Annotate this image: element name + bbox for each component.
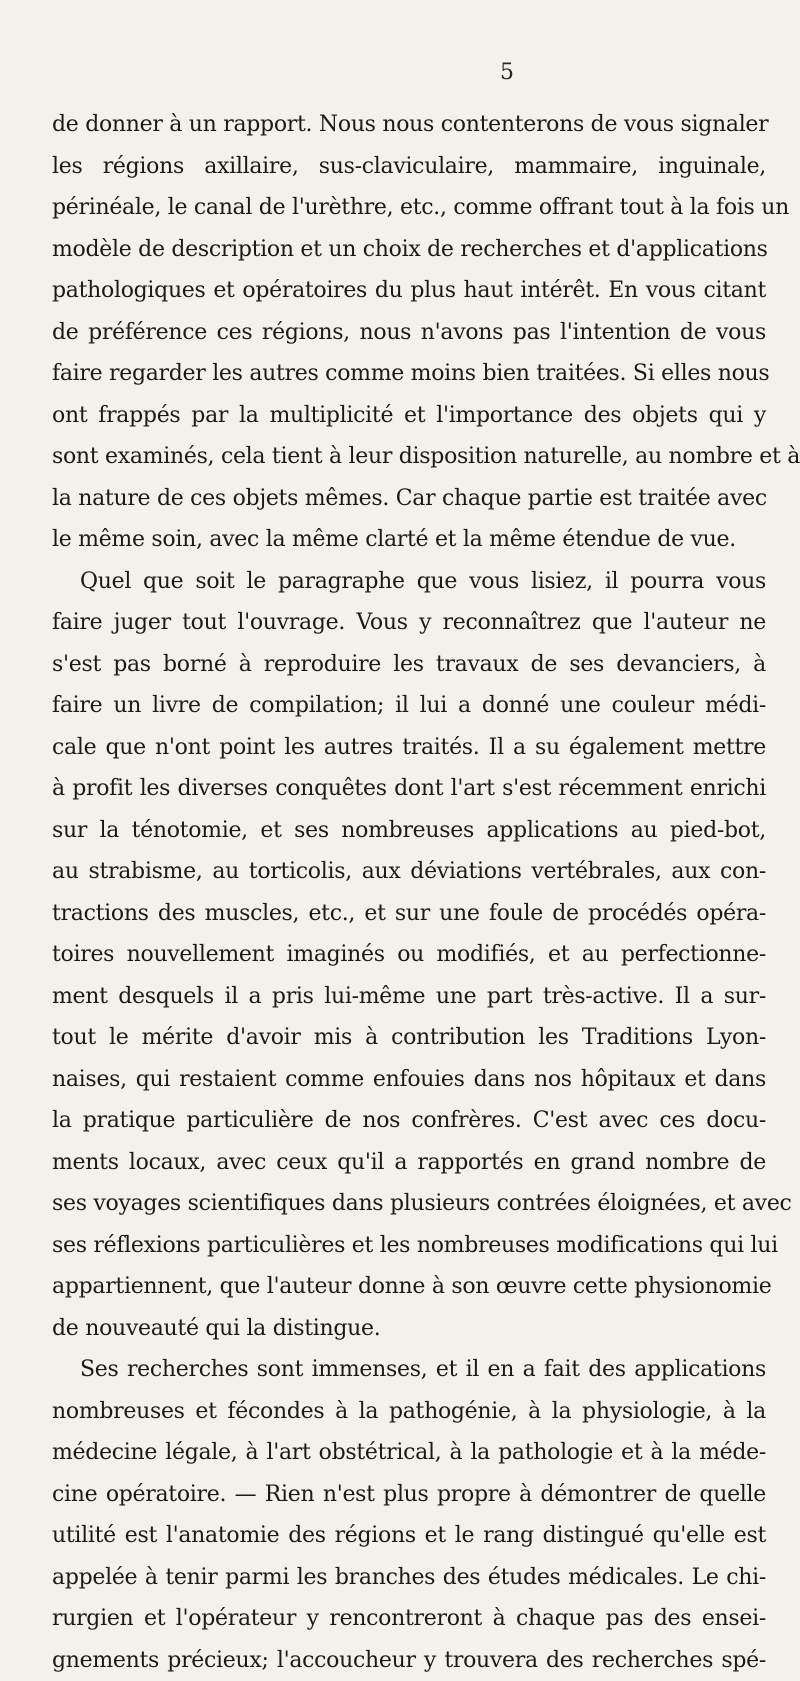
text-line: à profit les diverses conquêtes dont l'art s'est récemment enrichi (52, 768, 766, 810)
page-number: 5 (500, 62, 514, 84)
text-line: faire regarder les autres comme moins bien traitées. Si elles nous (52, 353, 766, 395)
text-line: Ses recherches sont immenses, et il en a fait des applications (52, 1349, 766, 1391)
body-text (52, 104, 766, 1681)
paragraph-1 (52, 104, 766, 561)
text-line: faire un livre de compilation; il lui a donné une couleur médi- (52, 685, 766, 727)
text-line: ment desquels il a pris lui-même une part très-active. Il a sur- (52, 976, 766, 1018)
text-line: rurgien et l'opérateur y rencontreront à chaque pas des ensei- (52, 1598, 766, 1640)
text-line: périnéale, le canal de l'urèthre, etc., comme offrant tout à la fois un (52, 187, 766, 229)
text-line: cine opératoire. — Rien n'est plus propre à démontrer de quelle (52, 1474, 766, 1516)
text-line: au strabisme, au torticolis, aux déviations vertébrales, aux con- (52, 851, 766, 893)
text-line: médecine légale, à l'art obstétrical, à la pathologie et à la méde- (52, 1432, 766, 1474)
text-line: tractions des muscles, etc., et sur une foule de procédés opéra- (52, 893, 766, 935)
text-line: ses voyages scientifiques dans plusieurs contrées éloignées, et avec (52, 1183, 766, 1225)
text-line: la pratique particulière de nos confrères. C'est avec ces docu- (52, 1100, 766, 1142)
text-line: Quel que soit le paragraphe que vous lisiez, il pourra vous (52, 561, 766, 603)
text-line: tout le mérite d'avoir mis à contribution les Traditions Lyon- (52, 1017, 766, 1059)
paragraph-3 (52, 1349, 766, 1681)
text-line: naises, qui restaient comme enfouies dans nos hôpitaux et dans (52, 1059, 766, 1101)
text-line: appelée à tenir parmi les branches des études médicales. Le chi- (52, 1557, 766, 1599)
text-line: ments locaux, avec ceux qu'il a rapportés en grand nombre de (52, 1142, 766, 1184)
text-line: appartiennent, que l'auteur donne à son œuvre cette physionomie (52, 1266, 766, 1308)
text-line: les régions axillaire, sus-claviculaire, mammaire, inguinale, (52, 146, 766, 188)
text-line: de préférence ces régions, nous n'avons pas l'intention de vous (52, 312, 766, 354)
text-line: de donner à un rapport. Nous nous contenterons de vous signaler (52, 104, 766, 146)
text-line: s'est pas borné à reproduire les travaux de ses devanciers, à (52, 644, 766, 686)
text-line: de nouveauté qui la distingue. (52, 1308, 766, 1350)
text-line: modèle de description et un choix de recherches et d'applications (52, 229, 766, 271)
text-line: le même soin, avec la même clarté et la même étendue de vue. (52, 519, 766, 561)
text-line: ont frappés par la multiplicité et l'importance des objets qui y (52, 395, 766, 437)
paragraph-2 (52, 561, 766, 1350)
text-line: gnements précieux; l'accoucheur y trouvera des recherches spé- (52, 1640, 766, 1681)
text-line: ses réflexions particulières et les nombreuses modifications qui lui (52, 1225, 766, 1267)
text-line: nombreuses et fécondes à la pathogénie, à la physiologie, à la (52, 1391, 766, 1433)
text-line: pathologiques et opératoires du plus haut intérêt. En vous citant (52, 270, 766, 312)
text-line: toires nouvellement imaginés ou modifiés, et au perfectionne- (52, 934, 766, 976)
text-line: cale que n'ont point les autres traités. Il a su également mettre (52, 727, 766, 769)
text-line: faire juger tout l'ouvrage. Vous y reconnaîtrez que l'auteur ne (52, 602, 766, 644)
text-line: sont examinés, cela tient à leur disposition naturelle, au nombre et à (52, 436, 766, 478)
text-line: la nature de ces objets mêmes. Car chaque partie est traitée avec (52, 478, 766, 520)
text-line: sur la ténotomie, et ses nombreuses applications au pied-bot, (52, 810, 766, 852)
text-line: utilité est l'anatomie des régions et le rang distingué qu'elle est (52, 1515, 766, 1557)
